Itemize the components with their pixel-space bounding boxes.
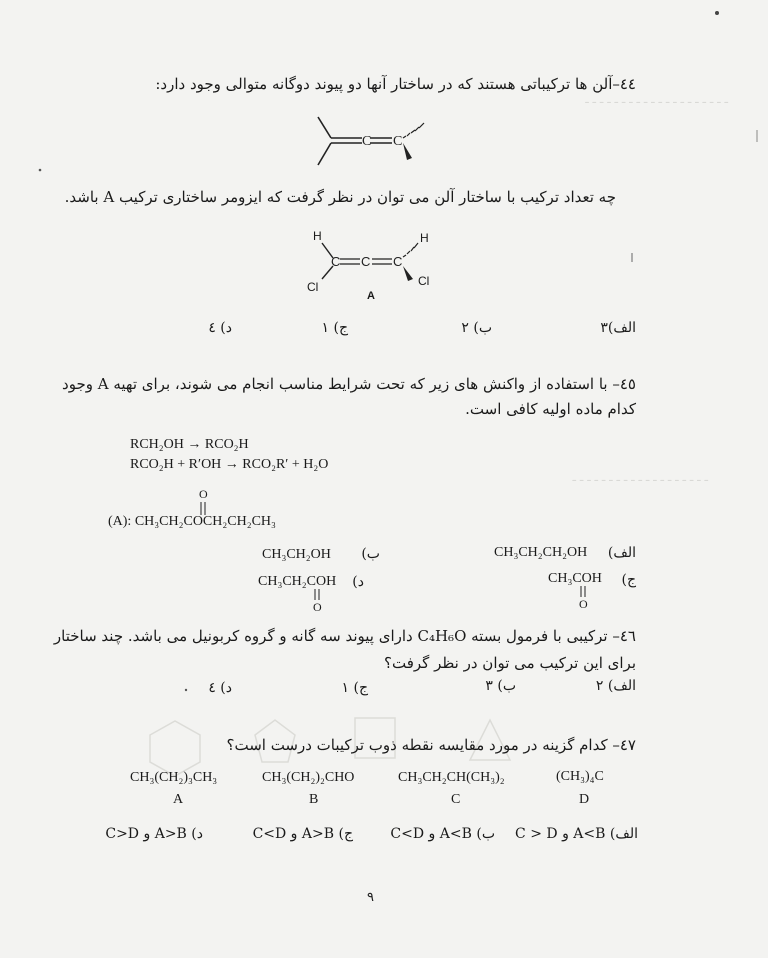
compound-a-h-left: H <box>313 229 322 243</box>
page-number: ٩ <box>367 890 374 905</box>
compound-a-h-right: H <box>420 231 429 245</box>
q47-compound-c-formula: CH₃CH₂CH(CH₃)₂ <box>398 770 505 785</box>
q46-line1: ٤٦– ترکیبی با فرمول بسته C₄H₆O دارای پیوند سه گانه و گروه کربونیل می باشد. چند ساختار <box>53 627 636 645</box>
q47-option-c[interactable]: ج) A>B و C<D <box>252 826 353 842</box>
q47-compound-d-formula: (CH₃)₄C <box>556 769 604 784</box>
q46-line2: برای این ترکیب می توان در نظر گرفت؟ <box>384 654 636 672</box>
q47-compound-a-formula: CH₃(CH₂)₃CH₃ <box>130 770 218 785</box>
compound-a-cl-right: Cl <box>418 274 430 288</box>
q47-option-a[interactable]: الف) A<B و C > D <box>515 826 638 842</box>
q45-option-d[interactable]: CH₃CH₂COH <box>258 574 337 589</box>
q44-option-a[interactable]: الف)٣ <box>600 320 636 336</box>
q44-option-b[interactable]: ب) ٢ <box>461 320 492 336</box>
q45-option-c-oxygen: O <box>579 597 588 611</box>
svg-text:C: C <box>393 254 403 269</box>
q45-option-d-oxygen: O <box>313 600 322 614</box>
q45-option-c-label[interactable]: ج) <box>621 572 636 588</box>
q47-compound-b-formula: CH₃(CH₂)₂CHO <box>262 770 355 785</box>
q46-option-d[interactable]: د) ٤ <box>208 680 232 696</box>
q44-text: ٤٤–آلن ها ترکیباتی هستند که در ساختار آنها دو پیوند دوگانه متوالی وجود دارد: <box>155 75 636 93</box>
q45-option-d-label[interactable]: د) <box>352 574 364 590</box>
q45-option-c[interactable]: CH₃COH <box>548 571 602 586</box>
q45-line2: کدام ماده اولیه کافی است. <box>465 400 636 418</box>
compound-a-label: A <box>367 290 375 302</box>
bleed-through-text: ـ ـ ـ ـ ـ ـ ـ ـ ـ ـ ـ ـ ـ ـ ـ ـ ـ ـ ـ ـ <box>585 92 728 106</box>
q45-compound-a: (A): CH₃CH₂COCH₂CH₂CH₃ <box>108 514 276 529</box>
q44-option-c[interactable]: ج) ١ <box>321 320 348 336</box>
q46-option-b[interactable]: ب) ٣ <box>485 678 516 694</box>
q45-line1: ٤٥– با استفاده از واکنش های زیر که تحت شرایط مناسب انجام می شوند، برای تهیه A وجود <box>62 375 636 393</box>
q47-option-b[interactable]: ب) A<B و C<D <box>390 826 495 842</box>
q45-option-a-label[interactable]: الف) <box>607 545 636 561</box>
q46-option-a[interactable]: الف) ٢ <box>595 678 636 694</box>
svg-text:C: C <box>331 254 341 269</box>
svg-text:C: C <box>362 134 372 149</box>
q46-option-c[interactable]: ج) ١ <box>341 680 368 696</box>
q47-option-d[interactable]: د) A>B و C>D <box>105 826 203 842</box>
q45-option-b[interactable]: CH₃CH₂OH <box>262 547 331 562</box>
q44-option-d[interactable]: د) ٤ <box>208 320 232 336</box>
compound-a-cl-left: Cl <box>307 280 319 294</box>
q47-text: ٤٧– کدام گزینه در مورد مقایسه نقطه ذوب ترکیبات درست است؟ <box>226 736 636 754</box>
q45-reaction-1: RCH₂OH → RCO₂H <box>130 437 249 452</box>
q45-option-b-label[interactable]: ب) <box>361 546 380 562</box>
bleed-through-text: ـ ـ ـ ـ ـ ـ ـ ـ ـ ـ ـ ـ ـ ـ ـ ـ ـ ـ ـ <box>572 470 708 484</box>
q44-question: چه تعداد ترکیب با ساختار آلن می توان در نظر گرفت که ایزومر ساختاری ترکیب A باشد. <box>64 188 616 206</box>
svg-text:C: C <box>393 134 403 149</box>
svg-text:C: C <box>361 254 371 269</box>
q47-compound-a-label: A <box>173 792 184 807</box>
q47-compound-c-label: C <box>451 792 461 807</box>
q45-option-a[interactable]: CH₃CH₂CH₂OH <box>494 545 588 560</box>
q45-reaction-2: RCO₂H + R′OH → RCO₂R′ + H₂O <box>130 457 329 472</box>
q47-compound-b-label: B <box>309 792 319 807</box>
q45-compound-a-oxygen: O <box>199 487 208 501</box>
q47-compound-d-label: D <box>579 792 590 807</box>
